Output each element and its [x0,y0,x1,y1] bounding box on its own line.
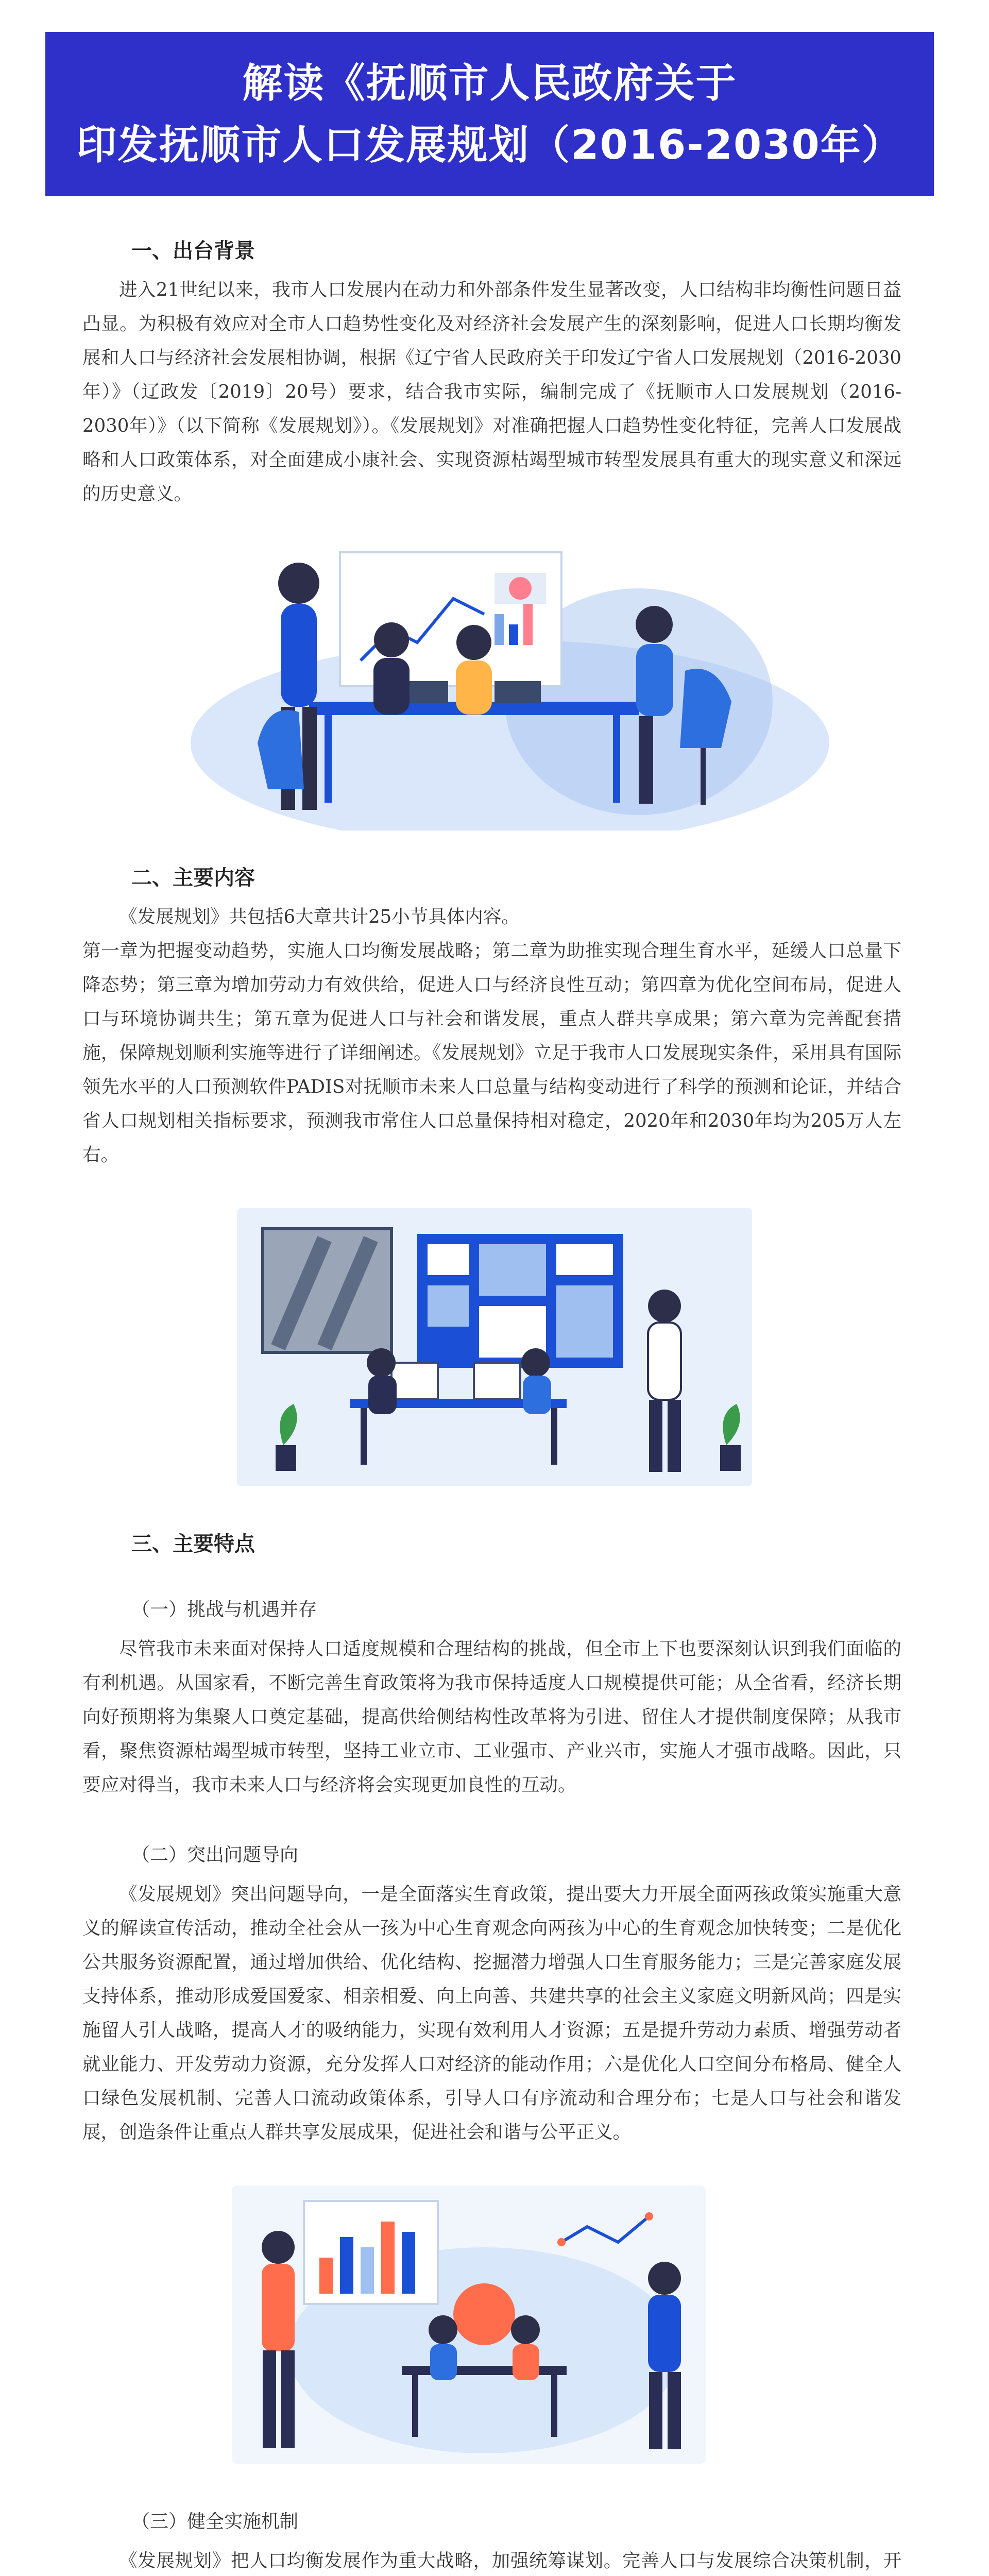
section-heading-background: 一、出台背景 [131,239,255,263]
background-paragraph: 进入21世纪以来，我市人口发展内在动力和外部条件发生显著改变，人口结构非均衡性问题日益凸显。为积极有效应对全市人口趋势性变化及对经济社会发展产生的深刻影响，促进人口长期均衡发展和人口与经济社会发展相协调，根据《辽宁省人民政府关于印发辽宁省人口发展规划（2016-2030年）》（辽政发〔2019〕20号）要求，结合我市实际，编制完成了《抚顺市人口发展规划（2016-2030年）》（以下简称《发展规划》）。《发展规划》对准确把握人口趋势性变化特征，完善人口发展战略和人口政策体系，对全面建成小康社会、实现资源枯竭型城市转型发展具有重大的现实意义和深远的历史意义。 [82,279,901,504]
subheading-challenges: （一）挑战与机遇并存 [131,1599,317,1620]
section-heading-features: 三、主要特点 [131,1532,255,1556]
subheading-implementation: （三）健全实施机制 [131,2511,299,2532]
title-banner [45,32,934,196]
title-line-2: 印发抚顺市人口发展规划（2016-2030年） [76,122,903,168]
team-meeting-illustration [82,542,901,831]
challenges-paragraph: 尽管我市未来面对保持人口适度规模和合理结构的挑战，但全市上下也要深刻认识到我们面临的有利机遇。从国家看，不断完善生育政策将为我市保持适度人口规模提供可能；从全省看，经济长期向好预期将为集聚人口奠定基础，提高供给侧结构性改革将为引进、留住人才提供制度保障；从我市看，聚焦资源枯竭型城市转型，坚持工业立市、工业强市、产业兴市，实施人才强市战略。因此，只要应对得当，我市未来人口与经济将会实现更加良性的互动。 [82,1638,901,1795]
office-dashboard-illustration [82,1208,901,1486]
content-paragraph-1: 《发展规划》共包括6大章共计25小节具体内容。 [119,906,520,927]
article-body [82,234,901,2576]
subheading-problem-oriented: （二）突出问题导向 [131,1844,299,1866]
problem-oriented-paragraph: 《发展规划》突出问题导向，一是全面落实生育政策，提出要大力开展全面两孩政策实施重大意义的解读宣传活动，推动全社会从一孩为中心生育观念向两孩为中心的生育观念加快转变；二是优化公共服务资源配置，通过增加供给、优化结构、挖掘潜力增强人口生育服务能力；三是完善家庭发展支持体系，推动形成爱国爱家、相亲相爱、向上向善、共建共享的社会主义家庭文明新风尚；四是实施留人引人战略，提高人才的吸纳能力，实现有效利用人才资源；五是提升劳动力素质、增强劳动者就业能力、开发劳动力资源，充分发挥人口对经济的能动作用；六是优化人口空间分布格局、健全人口绿色发展机制、完善人口流动政策体系，引导人口有序流动和合理分布；七是人口与社会和谐发展，创造条件让重点人群共享发展成果，促进社会和谐与公平正义。 [82,1884,901,2143]
title-line-1: 解读《抚顺市人民政府关于 [242,60,737,107]
section-heading-content: 二、主要内容 [131,866,255,890]
content-paragraph-2: 第一章为把握变动趋势，实施人口均衡发展战略；第二章为助推实现合理生育水平，延缓人口总量下降态势；第三章为增加劳动力有效供给，促进人口与经济良性互动；第四章为优化空间布局，促进人口与环境协调共生；第五章为促进人口与社会和谐发展，重点人群共享成果；第六章为完善配套措施，保障规划顺利实施等进行了详细阐述。《发展规划》立足于我市人口发展现实条件，采用具有国际领先水平的人口预测软件PADIS对抚顺市未来人口总量与结构变动进行了科学的预测和论证，并结合省人口规划相关指标要求，预测我市常住人口总量保持相对稳定，2020年和2030年均为205万人左右。 [82,940,901,1165]
presentation-chart-illustration [82,2180,901,2469]
implementation-paragraph: 《发展规划》把人口均衡发展作为重大战略，加强统筹谋划。完善人口与发展综合决策机制，开 [119,2550,901,2571]
